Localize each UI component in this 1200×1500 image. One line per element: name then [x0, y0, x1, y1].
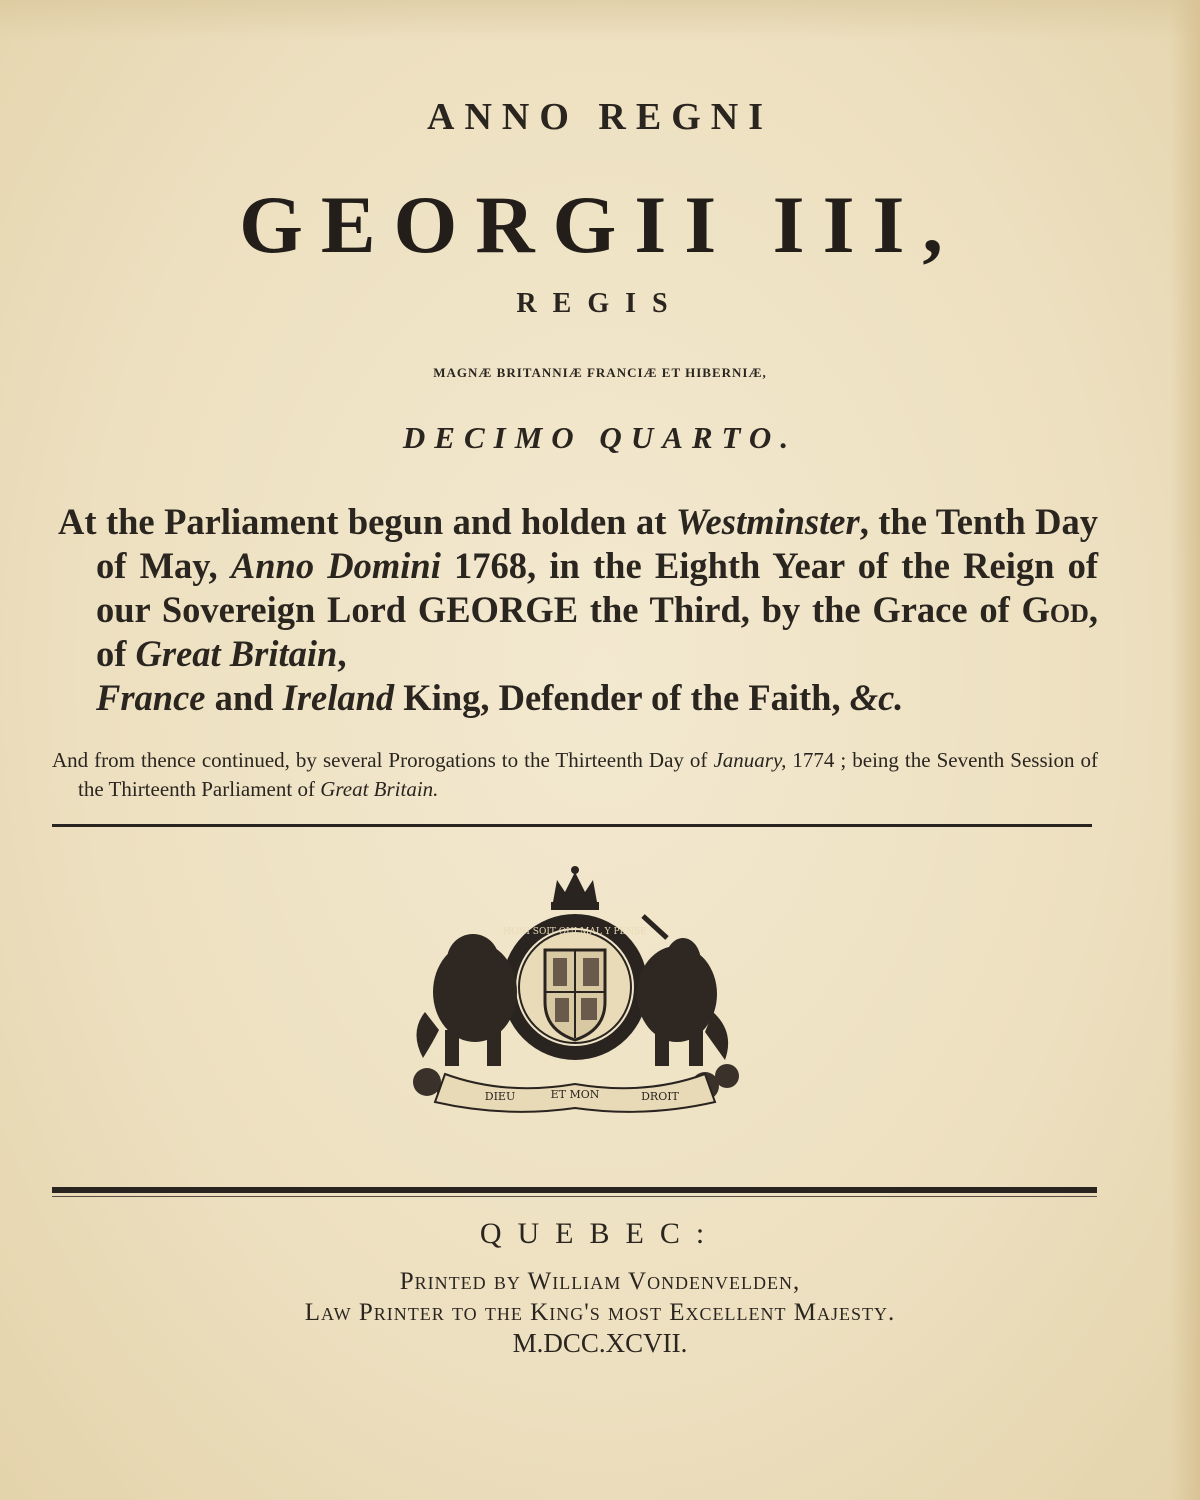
unicorn-supporter-icon — [637, 916, 728, 1066]
royal-arms-emblem — [405, 862, 745, 1122]
imprint-year: M.DCC.XCVII. — [512, 1328, 688, 1358]
realms-line: MAGNÆ BRITANNIÆ FRANCIÆ ET HIBERNIÆ, — [433, 365, 767, 380]
parliament-text-3: 1768, in the Eighth Year of the Reign of our Sovereign Lord GEORGE the Third, by the Grace of — [96, 545, 1099, 630]
january-text: January, — [713, 748, 787, 772]
parliament-text-5: , — [337, 633, 347, 674]
parliament-text-6: and — [205, 677, 283, 718]
imprint-place: QUEBEC: — [479, 1217, 721, 1250]
thin-divider-rule — [52, 1196, 1097, 1197]
imprint-printer: Printed by William Vondenvelden, — [399, 1268, 801, 1295]
god-text: God — [1021, 589, 1089, 630]
parliament-text-4: , of — [96, 589, 1098, 674]
continuation-paragraph — [52, 746, 1098, 804]
georgii-heading: GEORGII III, — [239, 179, 961, 270]
regis-heading: REGIS — [516, 288, 684, 319]
motto-word-1: DIEU — [484, 1090, 516, 1103]
motto-word-2: ET MON — [550, 1088, 600, 1101]
parliament-text-7: King, Defender of the Faith, — [394, 677, 850, 718]
continuation-text-1: And from thence continued, by several Prorogations to the Thirteenth Day of — [52, 748, 714, 772]
anno-regni-heading: ANNO REGNI — [427, 96, 773, 138]
thick-divider-rule — [52, 1187, 1097, 1193]
lion-supporter-icon — [416, 934, 517, 1066]
parliament-text-2: , the Tenth Day of May, — [96, 501, 1098, 586]
ireland-text: Ireland — [282, 677, 395, 718]
decimo-quarto-heading: DECIMO QUARTO. — [402, 420, 798, 455]
france-text: France — [96, 677, 206, 718]
garter-motto: HONI SOIT QUI MAL Y PENSE — [503, 927, 647, 937]
imprint-law-printer: Law Printer to the King's most Excellent Majesty. — [304, 1299, 896, 1326]
motto-word-3: DROIT — [641, 1090, 679, 1103]
continuation-great-britain: Great Britain. — [320, 777, 439, 801]
parliament-paragraph — [58, 500, 1098, 720]
paper-stain — [0, 0, 1200, 40]
continuation-text-2: 1774 ; being the Seventh Session of the Thirteenth Parliament of — [78, 748, 1098, 801]
etc-text: &c. — [849, 677, 904, 718]
crown-icon — [551, 866, 599, 910]
divider-rule — [52, 824, 1092, 827]
westminster-text: Westminster — [675, 501, 860, 542]
anno-domini-text: Anno Domini — [230, 545, 441, 586]
parliament-text-1: At the Parliament begun and holden at — [58, 501, 676, 542]
great-britain-text: Great Britain — [135, 633, 338, 674]
